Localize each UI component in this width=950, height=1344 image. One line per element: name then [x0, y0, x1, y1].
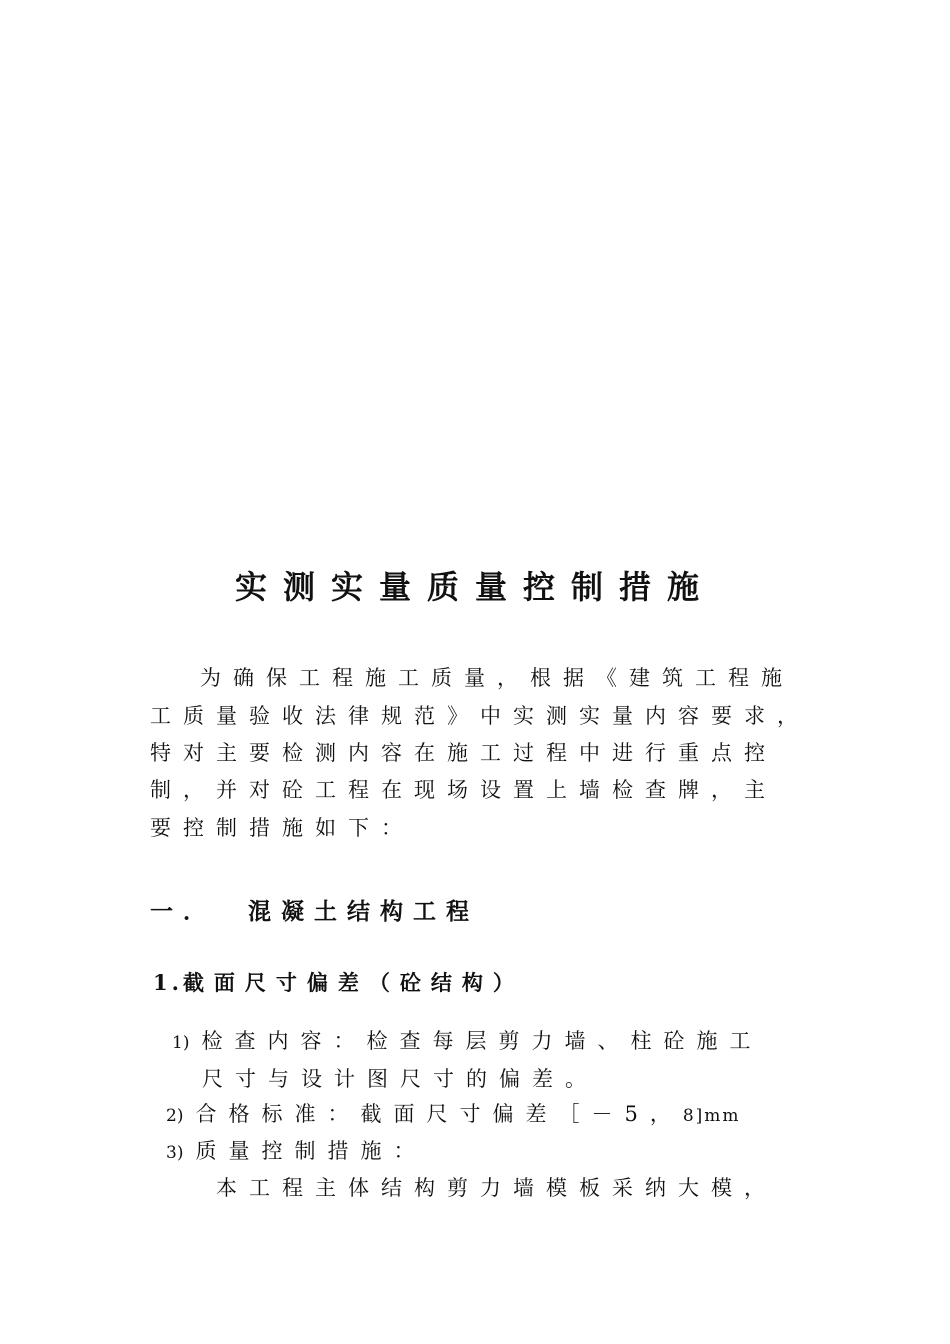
intro-line-4: 制，并对砼工程在现场设置上墙检查牌，主	[150, 778, 777, 802]
section-heading	[150, 895, 479, 929]
item-2-number: 2)	[166, 1106, 184, 1126]
item-2-text: 合格标准：截面尺寸偏差［－5，	[195, 1102, 683, 1126]
section-number: 一．	[150, 898, 216, 925]
intro-line-5: 要控制措施如下：	[150, 816, 414, 840]
intro-line-2: 工质量验收法律规范》中实测实量内容要求，	[150, 704, 810, 728]
item-1	[172, 1026, 762, 1058]
item-2	[166, 1099, 741, 1131]
item-1-text: 检查内容：检查每层剪力墙、柱砼施工	[201, 1029, 763, 1053]
intro-line-1: 为确保工程施工质量，根据《建筑工程施	[200, 666, 794, 690]
subsection-heading	[153, 966, 524, 1000]
item-3-text: 质量控制措施：	[195, 1139, 427, 1163]
subsection-title: 截面尺寸偏差（砼结构）	[182, 970, 524, 995]
item-1-number: 1)	[172, 1033, 190, 1053]
item-1-continuation: 尺寸与设计图尺寸的偏差。	[202, 1067, 598, 1091]
document-title: 实测实量质量控制措施	[234, 568, 715, 606]
item-2-tail: 8]mm	[682, 1106, 741, 1126]
item-3	[166, 1136, 426, 1168]
intro-line-3: 特对主要检测内容在施工过程中进行重点控	[150, 741, 777, 765]
body-line: 本工程主体结构剪力墙模板采纳大模，	[216, 1176, 777, 1200]
item-3-number: 3)	[166, 1143, 184, 1163]
section-title: 混凝土结构工程	[248, 898, 479, 925]
subsection-number: 1.	[153, 970, 183, 995]
